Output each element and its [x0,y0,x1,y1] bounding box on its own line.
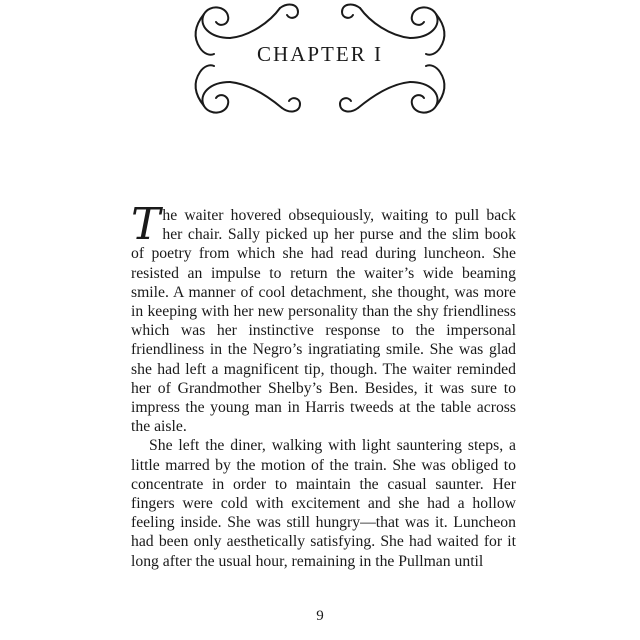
paragraph-text: She left the diner, walking with light sauntering steps, a little marred by the motion of the train. She was obliged to concentrate in order to maintain the casual saunter. Her fingers were cold with excitement and she had a hollow feeling inside. She was still hungry—that was it. Luncheon had been only aesthetically satisfying. She had waited for it long after the usual hour, remaining in the Pullman until [131,437,516,570]
body-text [131,199,516,571]
drop-cap: T [131,199,161,250]
paragraph [131,199,516,436]
chapter-title: CHAPTER I [257,42,383,66]
paragraph [131,436,516,570]
page-number: 9 [316,608,324,624]
paragraph-text: he waiter hovered obsequiously, waiting to pull back her chair. Sally picked up her purse and the slim book of poetry from which she had read during luncheon. She resisted an impulse to return the waiter’s wide beaming smile. A manner of cool detachment, she thought, was more in keeping with her new personality than the shy friendliness which was her instinctive response to the impersonal friendliness in the Negro’s ingratiating smile. She was glad she had left a magnificent tip, though. The waiter reminded her of Grandmother Shelby’s Ben. Besides, it was sure to impress the young man in Harris tweeds at the table across the aisle. [131,207,516,436]
